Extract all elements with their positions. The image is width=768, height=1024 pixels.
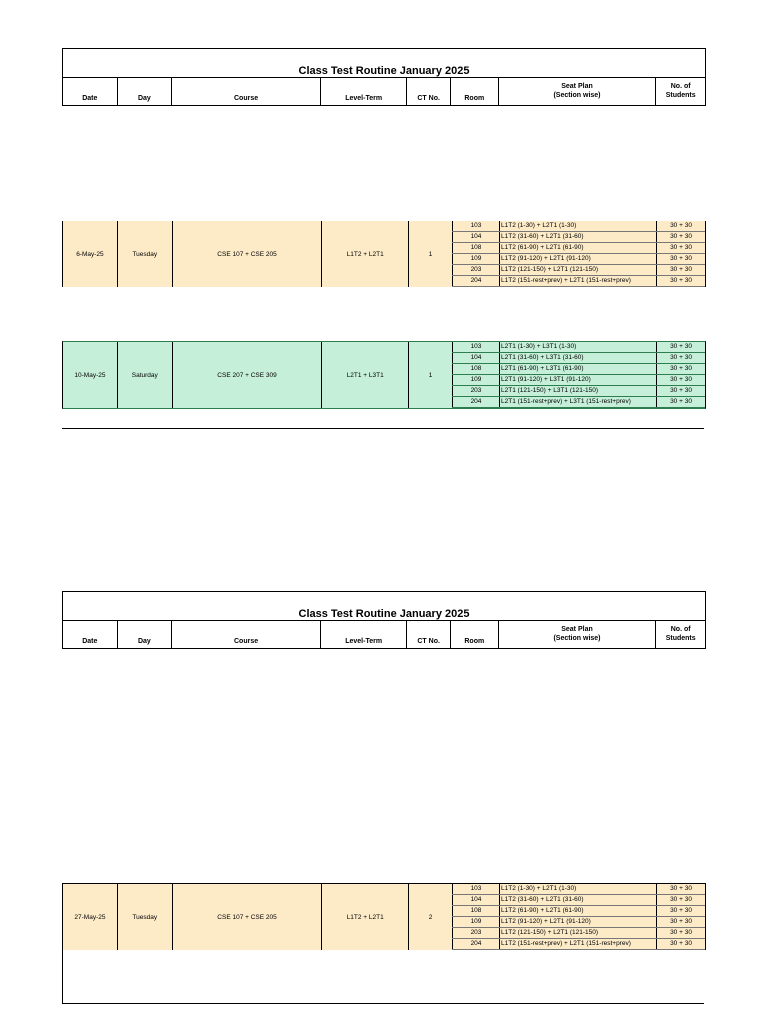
block-day: Tuesday [117, 221, 172, 287]
room-cell: 203 [452, 386, 499, 396]
block-level-term: L1T2 + L2T1 [321, 221, 408, 287]
block-level-term: L1T2 + L2T1 [321, 884, 408, 950]
header-course: Course [171, 78, 320, 105]
seat-cell: L1T2 (61-90) + L2T1 (61-90) [499, 243, 656, 253]
table-row [452, 906, 705, 917]
table-row [452, 397, 705, 408]
header-students [655, 78, 705, 105]
table-row [452, 243, 705, 254]
table-row [452, 364, 705, 375]
room-cell: 103 [452, 342, 499, 352]
block-level-term: L2T1 + L3T1 [321, 342, 408, 408]
students-cell: 30 + 30 [656, 884, 705, 894]
students-cell: 30 + 30 [656, 895, 705, 905]
header-day: Day [117, 78, 172, 105]
header-ct-no: CT No. [406, 78, 450, 105]
seat-cell: L1T2 (121-150) + L2T1 (121-150) [499, 928, 656, 938]
header-date: Date [82, 95, 98, 102]
seat-rows [452, 342, 705, 408]
block-date: 10-May-25 [74, 371, 106, 379]
room-cell: 104 [452, 232, 499, 242]
block-ct-no: 2 [408, 884, 452, 950]
header-course: Course [171, 621, 320, 648]
room-cell: 108 [452, 906, 499, 916]
table-row [452, 276, 705, 287]
room-cell: 109 [452, 375, 499, 385]
routine-block [62, 221, 706, 287]
header-level-term: Level-Term [320, 621, 406, 648]
page-border-left [62, 949, 63, 1004]
block-day: Saturday [117, 342, 172, 408]
block-course: CSE 207 + CSE 309 [172, 342, 322, 408]
seat-cell: L1T2 (151-rest+prev) + L2T1 (151-rest+prev) [499, 276, 656, 286]
block-day: Tuesday [117, 884, 172, 950]
seat-cell: L2T1 (61-90) + L3T1 (61-90) [499, 364, 656, 374]
seat-cell: L2T1 (91-120) + L3T1 (91-120) [499, 375, 656, 385]
room-cell: 109 [452, 254, 499, 264]
table-row [452, 895, 705, 906]
header-ct-no: CT No. [406, 621, 450, 648]
table-row [452, 917, 705, 928]
room-cell: 108 [452, 243, 499, 253]
students-cell: 30 + 30 [656, 254, 705, 264]
header-level-term: Level-Term [320, 78, 406, 105]
header-students [655, 621, 705, 648]
table-row [452, 221, 705, 232]
block-date: 27-May-25 [74, 913, 106, 921]
seat-cell: L1T2 (91-120) + L2T1 (91-120) [499, 917, 656, 927]
students-cell: 30 + 30 [656, 243, 705, 253]
room-cell: 204 [452, 276, 499, 286]
header-seat-plan [498, 621, 656, 648]
header-seat-plan-line2: (Section wise) [553, 91, 601, 99]
room-cell: 104 [452, 895, 499, 905]
students-cell: 30 + 30 [656, 397, 705, 407]
column-headers [63, 620, 705, 649]
seat-cell: L2T1 (151-rest+prev) + L3T1 (151-rest+prev) [499, 397, 656, 407]
routine-title: Class Test Routine January 2025 [298, 65, 470, 77]
table-row [452, 232, 705, 243]
seat-rows [452, 221, 705, 287]
table-row [452, 884, 705, 895]
room-cell: 203 [452, 265, 499, 275]
students-cell: 30 + 30 [656, 928, 705, 938]
students-cell: 30 + 30 [656, 906, 705, 916]
routine-block [62, 341, 706, 409]
header-room: Room [450, 78, 498, 105]
routine-header-1 [62, 48, 706, 106]
table-row [452, 265, 705, 276]
table-row [452, 939, 705, 950]
students-cell: 30 + 30 [656, 353, 705, 363]
block-ct-no: 1 [408, 221, 452, 287]
room-cell: 103 [452, 884, 499, 894]
room-cell: 204 [452, 939, 499, 949]
routine-block [62, 883, 706, 950]
room-cell: 203 [452, 928, 499, 938]
header-day: Day [117, 621, 172, 648]
block-date: 6-May-25 [76, 250, 104, 258]
block-course: CSE 107 + CSE 205 [172, 884, 322, 950]
header-room: Room [450, 621, 498, 648]
seat-cell: L2T1 (1-30) + L3T1 (1-30) [499, 342, 656, 352]
room-cell: 103 [452, 221, 499, 231]
students-cell: 30 + 30 [656, 375, 705, 385]
table-row [452, 375, 705, 386]
page-bottom-border [62, 1003, 704, 1004]
room-cell: 108 [452, 364, 499, 374]
seat-cell: L1T2 (31-60) + L2T1 (31-60) [499, 232, 656, 242]
column-headers [63, 77, 705, 106]
seat-cell: L1T2 (1-30) + L2T1 (1-30) [499, 884, 656, 894]
header-students-line2: Students [665, 634, 696, 642]
room-cell: 104 [452, 353, 499, 363]
students-cell: 30 + 30 [656, 364, 705, 374]
header-students-line2: Students [665, 91, 696, 99]
students-cell: 30 + 30 [656, 276, 705, 286]
block-course: CSE 107 + CSE 205 [172, 221, 322, 287]
header-students-line1: No. of [670, 82, 691, 90]
table-row [452, 386, 705, 397]
routine-header-2 [62, 591, 706, 649]
table-row [452, 342, 705, 353]
students-cell: 30 + 30 [656, 342, 705, 352]
students-cell: 30 + 30 [656, 917, 705, 927]
students-cell: 30 + 30 [656, 939, 705, 949]
seat-cell: L1T2 (151-rest+prev) + L2T1 (151-rest+prev) [499, 939, 656, 949]
table-row [452, 928, 705, 939]
seat-cell: L2T1 (121-150) + L3T1 (121-150) [499, 386, 656, 396]
header-seat-plan-line1: Seat Plan [561, 82, 593, 90]
seat-cell: L1T2 (31-60) + L2T1 (31-60) [499, 895, 656, 905]
seat-cell: L2T1 (31-60) + L3T1 (31-60) [499, 353, 656, 363]
header-date: Date [82, 638, 98, 645]
block-ct-no: 1 [408, 342, 452, 408]
seat-cell: L1T2 (1-30) + L2T1 (1-30) [499, 221, 656, 231]
header-seat-plan-line1: Seat Plan [561, 625, 593, 633]
header-students-line1: No. of [670, 625, 691, 633]
students-cell: 30 + 30 [656, 232, 705, 242]
routine-title: Class Test Routine January 2025 [298, 608, 470, 620]
room-cell: 109 [452, 917, 499, 927]
header-seat-plan-line2: (Section wise) [553, 634, 601, 642]
students-cell: 30 + 30 [656, 221, 705, 231]
seat-rows [452, 884, 705, 950]
seat-cell: L1T2 (91-120) + L2T1 (91-120) [499, 254, 656, 264]
divider [62, 428, 704, 429]
seat-cell: L1T2 (121-150) + L2T1 (121-150) [499, 265, 656, 275]
header-seat-plan [498, 78, 656, 105]
seat-cell: L1T2 (61-90) + L2T1 (61-90) [499, 906, 656, 916]
students-cell: 30 + 30 [656, 265, 705, 275]
room-cell: 204 [452, 397, 499, 407]
students-cell: 30 + 30 [656, 386, 705, 396]
table-row [452, 353, 705, 364]
table-row [452, 254, 705, 265]
